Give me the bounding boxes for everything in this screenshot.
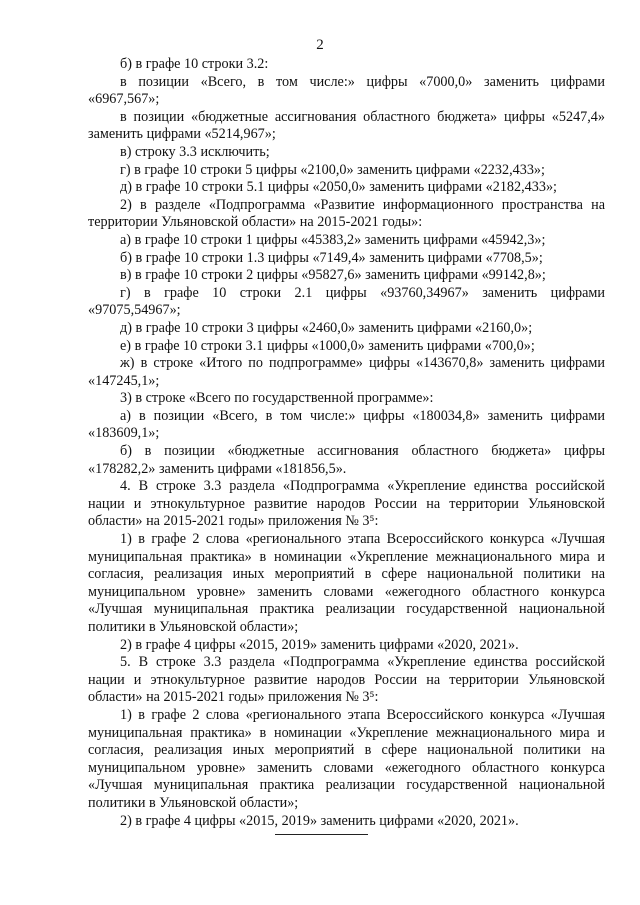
paragraph: д) в графе 10 строки 5.1 цифры «2050,0» заменить цифрами «2182,433»;	[120, 179, 557, 196]
paragraph: 2) в графе 4 цифры «2015, 2019» заменить цифрами «2020, 2021».	[120, 636, 519, 653]
paragraph: 3) в строке «Всего по государственной программе»:	[120, 390, 434, 407]
paragraph: ж) в строке «Итого по подпрограмме» цифры «143670,8» заменить цифрами «147245,1»;	[88, 355, 605, 389]
paragraph: 2) в разделе «Подпрограмма «Развитие информационного пространства на территории Ульяновской области» на 2015-2021 годы»:	[88, 196, 605, 231]
paragraph: е) в графе 10 строки 3.1 цифры «1000,0» заменить цифрами «700,0»;	[120, 337, 535, 354]
page-number: 2	[316, 37, 324, 53]
paragraph: 1) в графе 2 слова «регионального этапа Всероссийского конкурса «Лучшая муниципальная практика» в номинации «Укрепление межнационального мира и согласия, реализация иных мероприятий в сфере национальной политики на муниципальном уровне» заменить словами «ежегодного областного конкурса «Лучшая муниципальная практика реализации государственной национальной политики в Ульяновской области»;	[88, 531, 605, 635]
paragraph: д) в графе 10 строки 3 цифры «2460,0» заменить цифрами «2160,0»;	[120, 319, 533, 336]
paragraph: 1) в графе 2 слова «регионального этапа Всероссийского конкурса «Лучшая муниципальная практика» в номинации «Укрепление межнационального мира и согласия, реализация иных мероприятий в сфере национальной политики на муниципальном уровне» заменить словами «ежегодного областного конкурса «Лучшая муниципальная практика реализации государственной национальной политики в Ульяновской области»;	[88, 706, 605, 811]
paragraph: 5. В строке 3.3 раздела «Подпрограмма «Укрепление единства российской нации и этнокультурное развитие народов России на территории Ульяновской области» на 2015-2021 годы» приложения № 3⁵:	[88, 654, 605, 706]
footer-divider	[275, 834, 368, 835]
paragraph: в позиции «Всего, в том числе:» цифры «7000,0» заменить цифрами «6967,567»;	[88, 73, 605, 108]
paragraph: г) в графе 10 строки 2.1 цифры «93760,34967» заменить цифрами «97075,54967»;	[88, 284, 605, 319]
paragraph: б) в графе 10 строки 3.2:	[120, 56, 269, 72]
paragraph: г) в графе 10 строки 5 цифры «2100,0» заменить цифрами «2232,433»;	[120, 161, 545, 178]
document-body	[88, 56, 605, 830]
paragraph: б) в графе 10 строки 1.3 цифры «7149,4» заменить цифрами «7708,5»;	[120, 249, 543, 266]
paragraph: 4. В строке 3.3 раздела «Подпрограмма «Укрепление единства российской нации и этнокультурное развитие народов России на территории Ульяновской области» на 2015-2021 годы» приложения № 3⁵:	[88, 478, 605, 530]
paragraph: в) строку 3.3 исключить;	[120, 143, 270, 160]
paragraph: а) в графе 10 строки 1 цифры «45383,2» заменить цифрами «45942,3»;	[120, 231, 546, 248]
paragraph: 2) в графе 4 цифры «2015, 2019» заменить цифрами «2020, 2021».	[120, 812, 519, 829]
paragraph: в позиции «бюджетные ассигнования областного бюджета» цифры «5247,4» заменить цифрами «5214,967»;	[88, 108, 605, 143]
paragraph: а) в позиции «Всего, в том числе:» цифры «180034,8» заменить цифрами «183609,1»;	[88, 407, 605, 442]
paragraph: в) в графе 10 строки 2 цифры «95827,6» заменить цифрами «99142,8»;	[120, 267, 546, 284]
paragraph: б) в позиции «бюджетные ассигнования областного бюджета» цифры «178282,2» заменить цифрами «181856,5».	[88, 443, 605, 477]
